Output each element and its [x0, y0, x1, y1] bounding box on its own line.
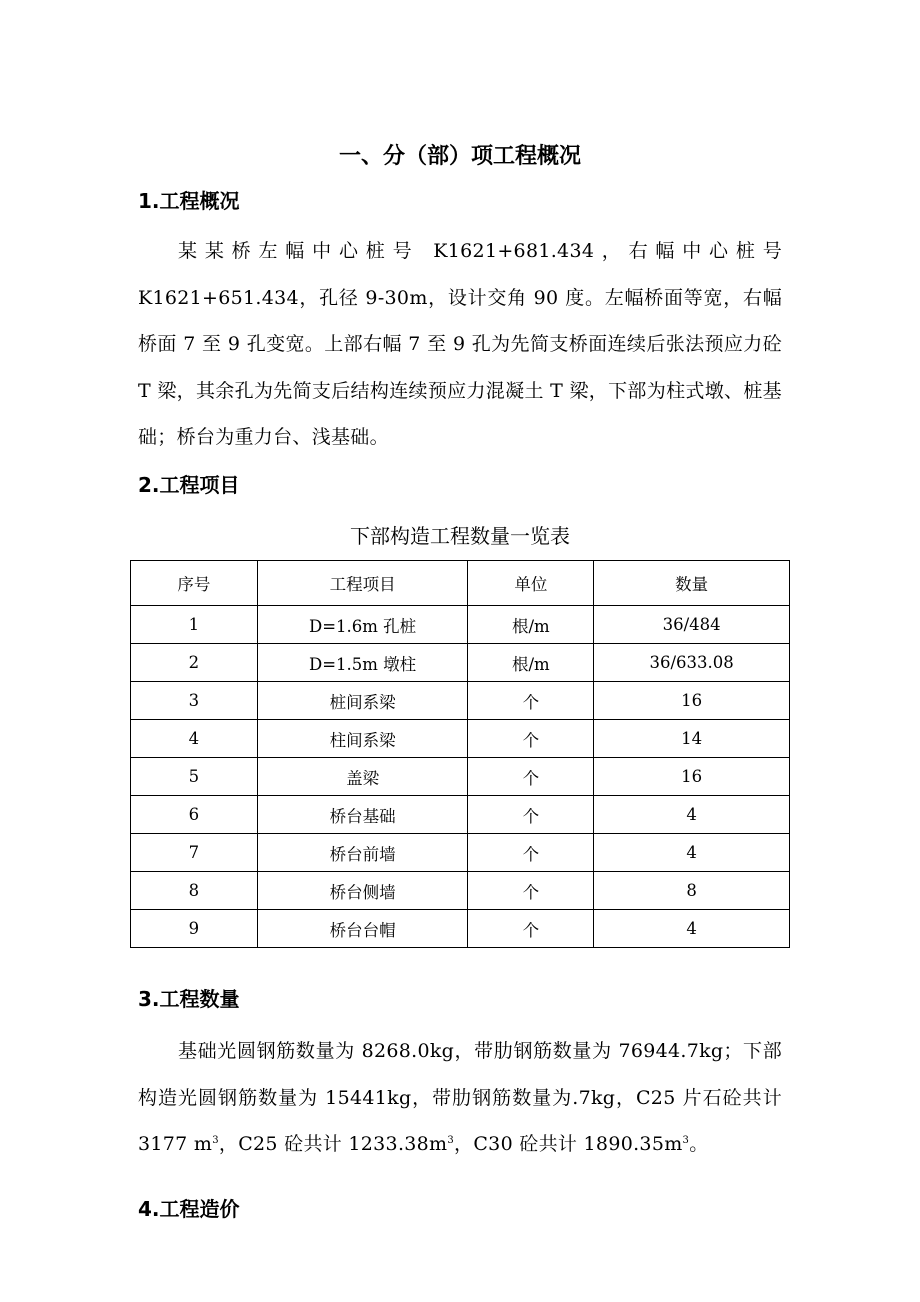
cubic-superscript: 3: [682, 1135, 690, 1146]
quantities-text-4: 。: [689, 1133, 709, 1155]
cubic-superscript: 3: [212, 1135, 219, 1146]
cell-unit: 个: [468, 682, 594, 720]
cell-item: 桥台台帽: [257, 910, 468, 948]
table-caption: 下部构造工程数量一览表: [350, 524, 570, 548]
table-row: [131, 796, 790, 834]
cell-index: 2: [131, 644, 258, 682]
table-row: [131, 644, 790, 682]
section-heading-items: 2.工程项目: [138, 473, 240, 497]
cell-unit: 根/m: [468, 606, 594, 644]
cell-unit: 个: [468, 834, 594, 872]
cell-index: 5: [131, 758, 258, 796]
cell-unit: 根/m: [468, 644, 594, 682]
cell-item: 柱间系梁: [257, 720, 468, 758]
cell-index: 8: [131, 872, 258, 910]
cell-quantity: 14: [594, 720, 790, 758]
header-item: 工程项目: [257, 561, 468, 606]
cell-quantity: 4: [594, 834, 790, 872]
header-quantity: 数量: [594, 561, 790, 606]
section-heading-cost: 4.工程造价: [138, 1197, 240, 1221]
quantities-paragraph: [138, 1028, 782, 1168]
cell-quantity: 4: [594, 796, 790, 834]
cell-unit: 个: [468, 872, 594, 910]
cell-item: D=1.6m 孔桩: [257, 606, 468, 644]
overview-paragraph: 某某桥左幅中心桩号 K1621+681.434，右幅中心桩号 K1621+651.434，孔径 9-30m，设计交角 90 度。左幅桥面等宽，右幅桥面 7 至 9 孔变宽。上部右幅 7 至 9 孔为先简支桥面连续后张法预应力砼 T 梁，其余孔为先简支后结构连续预应力混凝土 T 梁，下部为柱式墩、桩基础；桥台为重力台、浅基础。: [138, 240, 782, 448]
table-row: [131, 720, 790, 758]
table-row: [131, 872, 790, 910]
cell-index: 4: [131, 720, 258, 758]
section-heading-quantities: 3.工程数量: [138, 987, 240, 1011]
cell-quantity: 36/633.08: [594, 644, 790, 682]
cell-index: 9: [131, 910, 258, 948]
quantity-table: [130, 560, 790, 948]
cell-item: 桩间系梁: [257, 682, 468, 720]
page-title: 一、分（部）项工程概况: [338, 144, 581, 169]
cell-item: D=1.5m 墩柱: [257, 644, 468, 682]
quantities-text-1: 基础光圆钢筋数量为 8268.0kg，带肋钢筋数量为 76944.7kg；下部构造光圆钢筋数量为 15441kg，带肋钢筋数量为.7kg，C25 片石砼共计 3177 m: [138, 1040, 782, 1155]
cell-quantity: 16: [594, 682, 790, 720]
cell-quantity: 16: [594, 758, 790, 796]
cell-quantity: 36/484: [594, 606, 790, 644]
cell-unit: 个: [468, 796, 594, 834]
table-row: [131, 606, 790, 644]
cell-item: 桥台前墙: [257, 834, 468, 872]
cell-index: 6: [131, 796, 258, 834]
table-row: [131, 682, 790, 720]
cell-unit: 个: [468, 910, 594, 948]
table-row: [131, 758, 790, 796]
header-index: 序号: [131, 561, 258, 606]
cubic-superscript: 3: [447, 1135, 455, 1146]
table-header-row: [131, 561, 790, 606]
cell-item: 桥台基础: [257, 796, 468, 834]
cell-unit: 个: [468, 720, 594, 758]
cell-index: 7: [131, 834, 258, 872]
table-row: [131, 834, 790, 872]
cell-quantity: 4: [594, 910, 790, 948]
quantities-text-3: ，C30 砼共计 1890.35m: [454, 1133, 683, 1155]
cell-quantity: 8: [594, 872, 790, 910]
cell-index: 3: [131, 682, 258, 720]
cell-unit: 个: [468, 758, 594, 796]
cell-item: 盖梁: [257, 758, 468, 796]
cell-item: 桥台侧墙: [257, 872, 468, 910]
section-heading-overview: 1.工程概况: [138, 189, 240, 213]
cell-index: 1: [131, 606, 258, 644]
quantities-text-2: ，C25 砼共计 1233.38m: [218, 1133, 448, 1155]
table-row: [131, 910, 790, 948]
header-unit: 单位: [468, 561, 594, 606]
